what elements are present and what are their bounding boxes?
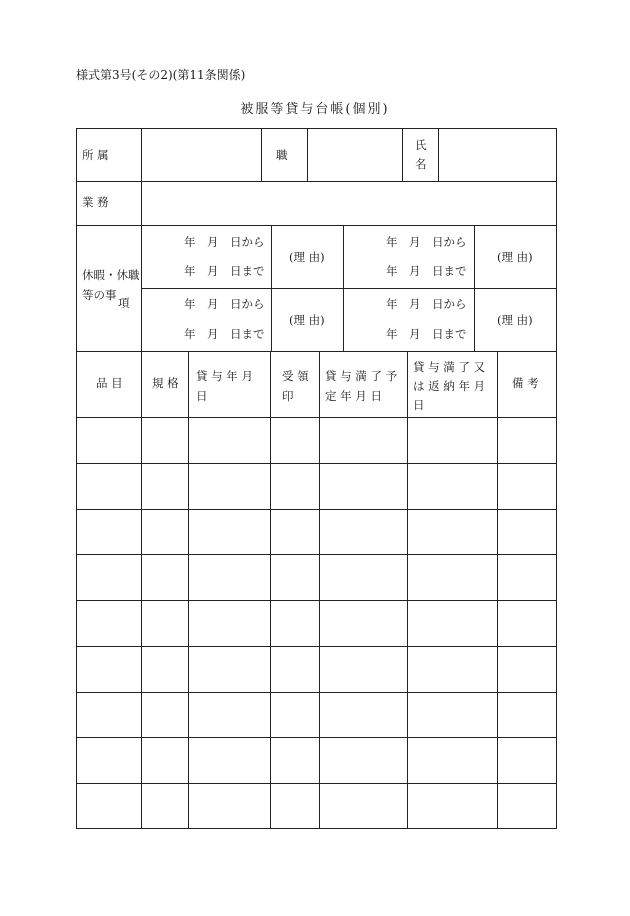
name-label-1: 氏 <box>415 138 427 152</box>
leave-2b-until: 年 月 日まで <box>386 327 467 341</box>
leave-2b-from: 年 月 日から <box>386 297 467 311</box>
header-spec: 規 格 <box>152 376 179 390</box>
affiliation-label: 所 属 <box>82 148 109 162</box>
leave-1b-from: 年 月 日から <box>386 235 467 249</box>
leave-2b-reason: (理 由) <box>497 313 533 327</box>
header-scheduled-end: 貸 与 満 了 予 定 年 月 日 <box>325 369 398 403</box>
leave-1a-until: 年 月 日まで <box>184 264 265 278</box>
form-number: 様式第3号(その2)(第11条関係) <box>76 68 246 82</box>
header-remarks: 備 考 <box>512 376 539 390</box>
name-label-2: 名 <box>415 157 427 171</box>
leave-2a-from: 年 月 日から <box>184 297 265 311</box>
leave-label-line1: 休暇・休職 <box>82 268 140 282</box>
leave-label-line3: 項 <box>118 296 130 310</box>
header-item: 品 目 <box>96 376 123 390</box>
leave-2a-until: 年 月 日まで <box>184 327 265 341</box>
leave-1a-from: 年 月 日から <box>184 235 265 249</box>
leave-1b-reason: (理 由) <box>497 250 533 264</box>
leave-1a-reason: (理 由) <box>289 250 325 264</box>
page-title: 被服等貸与台帳(個別) <box>240 102 390 117</box>
duty-label: 業 務 <box>82 195 109 209</box>
form-border <box>77 129 557 829</box>
leave-1b-until: 年 月 日まで <box>386 264 467 278</box>
leave-2a-reason: (理 由) <box>289 313 325 327</box>
position-label: 職 <box>276 148 288 162</box>
header-end-or-return: 貸 与 満 了 又 は 返 納 年 月 日 <box>413 360 486 412</box>
leave-label-line2: 等の事 <box>82 288 117 302</box>
header-receipt-seal: 受 領 印 <box>282 369 309 403</box>
header-loan-date: 貸 与 年 月 日 <box>196 369 253 403</box>
